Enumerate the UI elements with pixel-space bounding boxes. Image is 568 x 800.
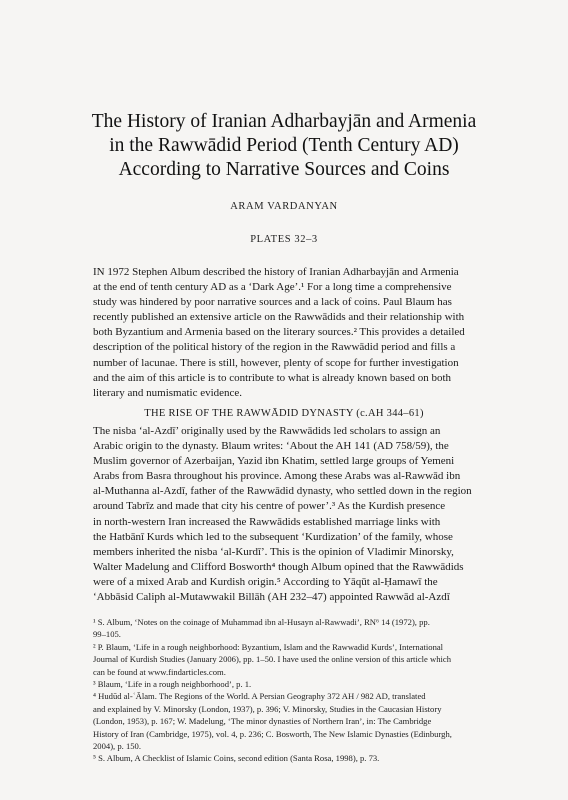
text-line: al-Muthanna al-Azdī, father of the Rawwādid dynasty, who settled down in the region: [93, 485, 472, 498]
text-line: around Tabrīz and made that city his centre of power’.³ As the Kurdish presence: [93, 500, 446, 513]
title-line-1: The History of Iranian Adharbayjān and Armenia: [91, 111, 477, 132]
footnote-line: (London, 1953), p. 167; W. Madelung, ‘The minor dynasties of Northern Iran’, in: The Cambridge: [93, 716, 432, 727]
title-line-2: in the Rawwādid Period (Tenth Century AD): [109, 135, 459, 156]
text-line: members inherited the nisba ‘al-Kurdī’. This is the opinion of Vladimir Minorsky,: [93, 545, 454, 558]
text-line: Arabic origin to the dynasty. Blaum writes: ‘About the AH 141 (AD 758/59), the: [93, 440, 449, 453]
text-line: recently published an extensive article on the Rawwādids and their relationship with: [93, 311, 465, 324]
text-line: and the aim of this article is to contribute to what is already known based on both: [93, 371, 452, 384]
article-title: [60, 110, 508, 182]
text-line: description of the political history of the region in the Rawwādid period and fills a: [93, 341, 456, 354]
footnote-line: can be found at www.findarticles.com.: [93, 666, 226, 677]
text-line: both Byzantium and Armenia based on the literary sources.² This provides a detailed: [93, 326, 465, 339]
plates-reference: PLATES 32–3: [250, 234, 318, 245]
intro-paragraph: [93, 265, 484, 401]
footnotes: [93, 616, 484, 765]
text-line: The nisba ‘al-Azdī’ originally used by the Rawwādids led scholars to assign an: [93, 425, 441, 437]
author-name: ARAM VARDANYAN: [230, 201, 338, 212]
text-line: IN 1972 Stephen Album described the history of Iranian Adharbayjān and Armenia: [93, 266, 459, 278]
footnote-line: 99–105.: [93, 629, 121, 640]
text-line: at the end of tenth century AD as a ‘Dark Age’.¹ For a long time a comprehensive: [93, 281, 452, 294]
footnote-line: ¹ S. Album, ‘Notes on the coinage of Muhammad ibn al-Husayn al-Rawwadi’, RN⁶ 14 (1972), pp.: [93, 617, 430, 627]
text-line: Walter Madelung and Clifford Bosworth⁴ though Album opined that the Rawwādids: [93, 560, 464, 573]
footnote-line: ³ Blaum, ‘Life in a rough neighborhood’, p. 1.: [93, 679, 252, 690]
section-heading: THE RISE OF THE RAWWĀDID DYNASTY (c.AH 344–61): [144, 408, 424, 419]
text-line: Arabs from Basra throughout his province. Among these Arabs was al-Rawwād ibn: [93, 470, 461, 483]
footnote-line: ⁴ Hudūd al-ʿĀlam. The Regions of the World. A Persian Geography 372 AH / 982 AD, translated: [93, 691, 426, 702]
footnote-line: 2004), p. 150.: [93, 741, 141, 752]
dynasty-paragraph: [93, 424, 484, 605]
text-line: the Hatbānī Kurds which led to the subsequent ‘Kurdization’ of the family, whose: [93, 530, 453, 543]
text-line: number of lacunae. There is still, however, plenty of scope for further investigation: [93, 356, 459, 369]
text-line: were of a mixed Arab and Kurdish origin.⁵ According to Yāqūt al-Ḥamawī the: [93, 575, 438, 588]
text-line: study was hindered by poor narrative sources and a lack of coins. Paul Blaum has: [93, 296, 452, 309]
footnote-line: ² P. Blaum, ‘Life in a rough neighborhood: Byzantium, Islam and the Rawwadid Kurds’, International: [93, 641, 444, 652]
title-line-3: According to Narrative Sources and Coins: [118, 159, 450, 180]
text-line: Muslim governor of Azerbaijan, Yazid ibn Khatim, settled large groups of Yemeni: [93, 455, 455, 468]
footnote-line: Journal of Kurdish Studies (January 2006), pp. 1–50. I have used the online version of this article which: [93, 654, 452, 665]
text-line: literary and numismatic evidence.: [93, 386, 243, 399]
text-line: in north-western Iran increased the Rawwādids established marriage links with: [93, 515, 441, 528]
text-line: ‘Abbāsid Caliph al-Mutawwakil Billāh (AH 232–47) appointed Rawwād al-Azdī: [93, 591, 450, 604]
footnote-line: History of Iran (Cambridge, 1975), vol. 4, p. 236; C. Bosworth, The New Islamic Dynasties (Edinburgh,: [93, 728, 452, 739]
footnote-line: and explained by V. Minorsky (London, 1937), p. 396; V. Minorsky, Studies in the Caucasian History: [93, 703, 442, 714]
footnote-line: ⁵ S. Album, A Checklist of Islamic Coins, second edition (Santa Rosa, 1998), p. 73.: [93, 753, 380, 764]
